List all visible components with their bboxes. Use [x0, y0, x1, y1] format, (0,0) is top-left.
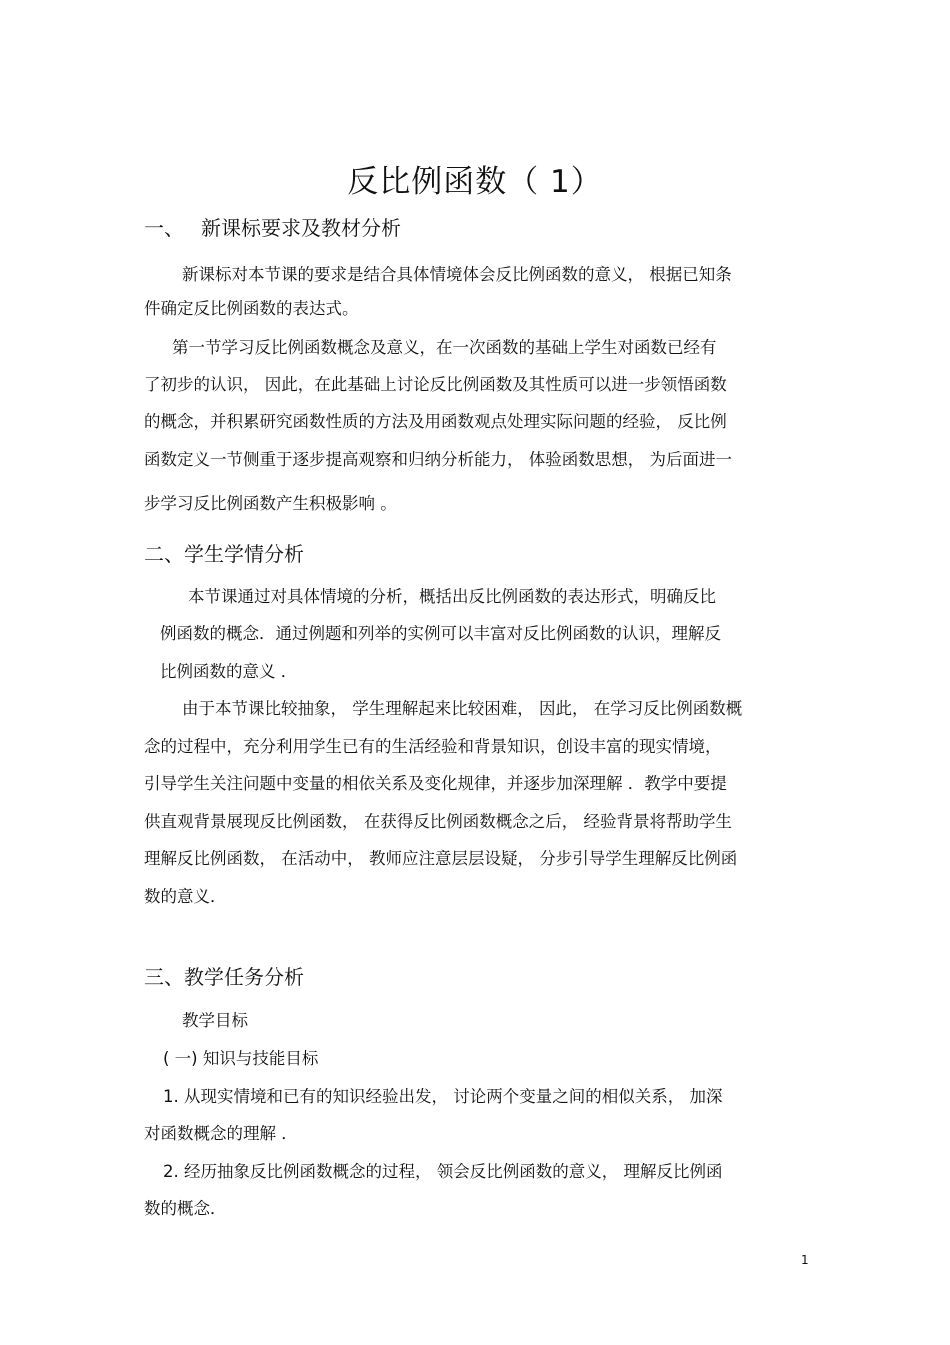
paragraph-line: 新课标对本节课的要求是结合具体情境体会反比例函数的意义， 根据已知条 [182, 265, 732, 284]
paragraph-line: 了初步的认识， 因此，在此基础上讨论反比例函数及其性质可以进一步领悟函数 [144, 375, 727, 394]
paragraph-line: 件确定反比例函数的表达式。 [144, 299, 359, 318]
paragraph-line: 2. 经历抽象反比例函数概念的过程， 领会反比例函数的意义， 理解反比例函 [163, 1162, 723, 1181]
paragraph-line: ( 一) 知识与技能目标 [163, 1049, 319, 1068]
paragraph-line: 引导学生关注问题中变量的相依关系及变化规律，并逐步加深理解 ．教学中要提 [144, 774, 727, 793]
paragraph-line: 第一节学习反比例函数概念及意义，在一次函数的基础上学生对函数已经有 [172, 338, 717, 357]
paragraph-line: 供直观背景展现反比例函数， 在获得反比例函数概念之后， 经验背景将帮助学生 [144, 812, 732, 831]
paragraph-line: 由于本节课比较抽象， 学生理解起来比较困难， 因此， 在学习反比例函数概 [182, 699, 743, 718]
paragraph-line: 教学目标 [182, 1011, 248, 1030]
paragraph-line: 函数定义一节侧重于逐步提高观察和归纳分析能力， 体验函数思想， 为后面进一 [144, 450, 732, 469]
paragraph-line: 数的概念． [144, 1199, 227, 1218]
paragraph-line: 本节课通过对具体情境的分析，概括出反比例函数的表达形式，明确反比 [188, 587, 716, 606]
paragraph-line: 数的意义． [144, 887, 227, 906]
section-3-heading: 三、教学任务分析 [144, 965, 304, 989]
paragraph-line: 例函数的概念．通过例题和列举的实例可以丰富对反比例函数的认识，理解反 [160, 624, 721, 643]
paragraph-line: 理解反比例函数， 在活动中， 教师应注意层层设疑， 分步引导学生理解反比例函 [144, 849, 738, 868]
page-title: 反比例函数（ 1） [347, 164, 603, 200]
paragraph-line: 念的过程中，充分利用学生已有的生活经验和背景知识，创设丰富的现实情境， [144, 737, 722, 756]
paragraph-line: 对函数概念的理解 ． [144, 1124, 298, 1143]
section-1-number: 一、 [144, 216, 184, 240]
paragraph-line: 的概念，并积累研究函数性质的方法及用函数观点处理实际问题的经验， 反比例 [144, 412, 727, 431]
section-1-heading: 新课标要求及教材分析 [201, 216, 401, 240]
paragraph-line: 步学习反比例函数产生积极影响 。 [144, 494, 397, 513]
paragraph-line: 比例函数的意义 ． [160, 662, 298, 681]
paragraph-line: 1. 从现实情境和已有的知识经验出发， 讨论两个变量之间的相似关系， 加深 [163, 1087, 723, 1106]
section-2-heading: 二、学生学情分析 [144, 542, 304, 566]
page-number: 1 [801, 1253, 809, 1267]
